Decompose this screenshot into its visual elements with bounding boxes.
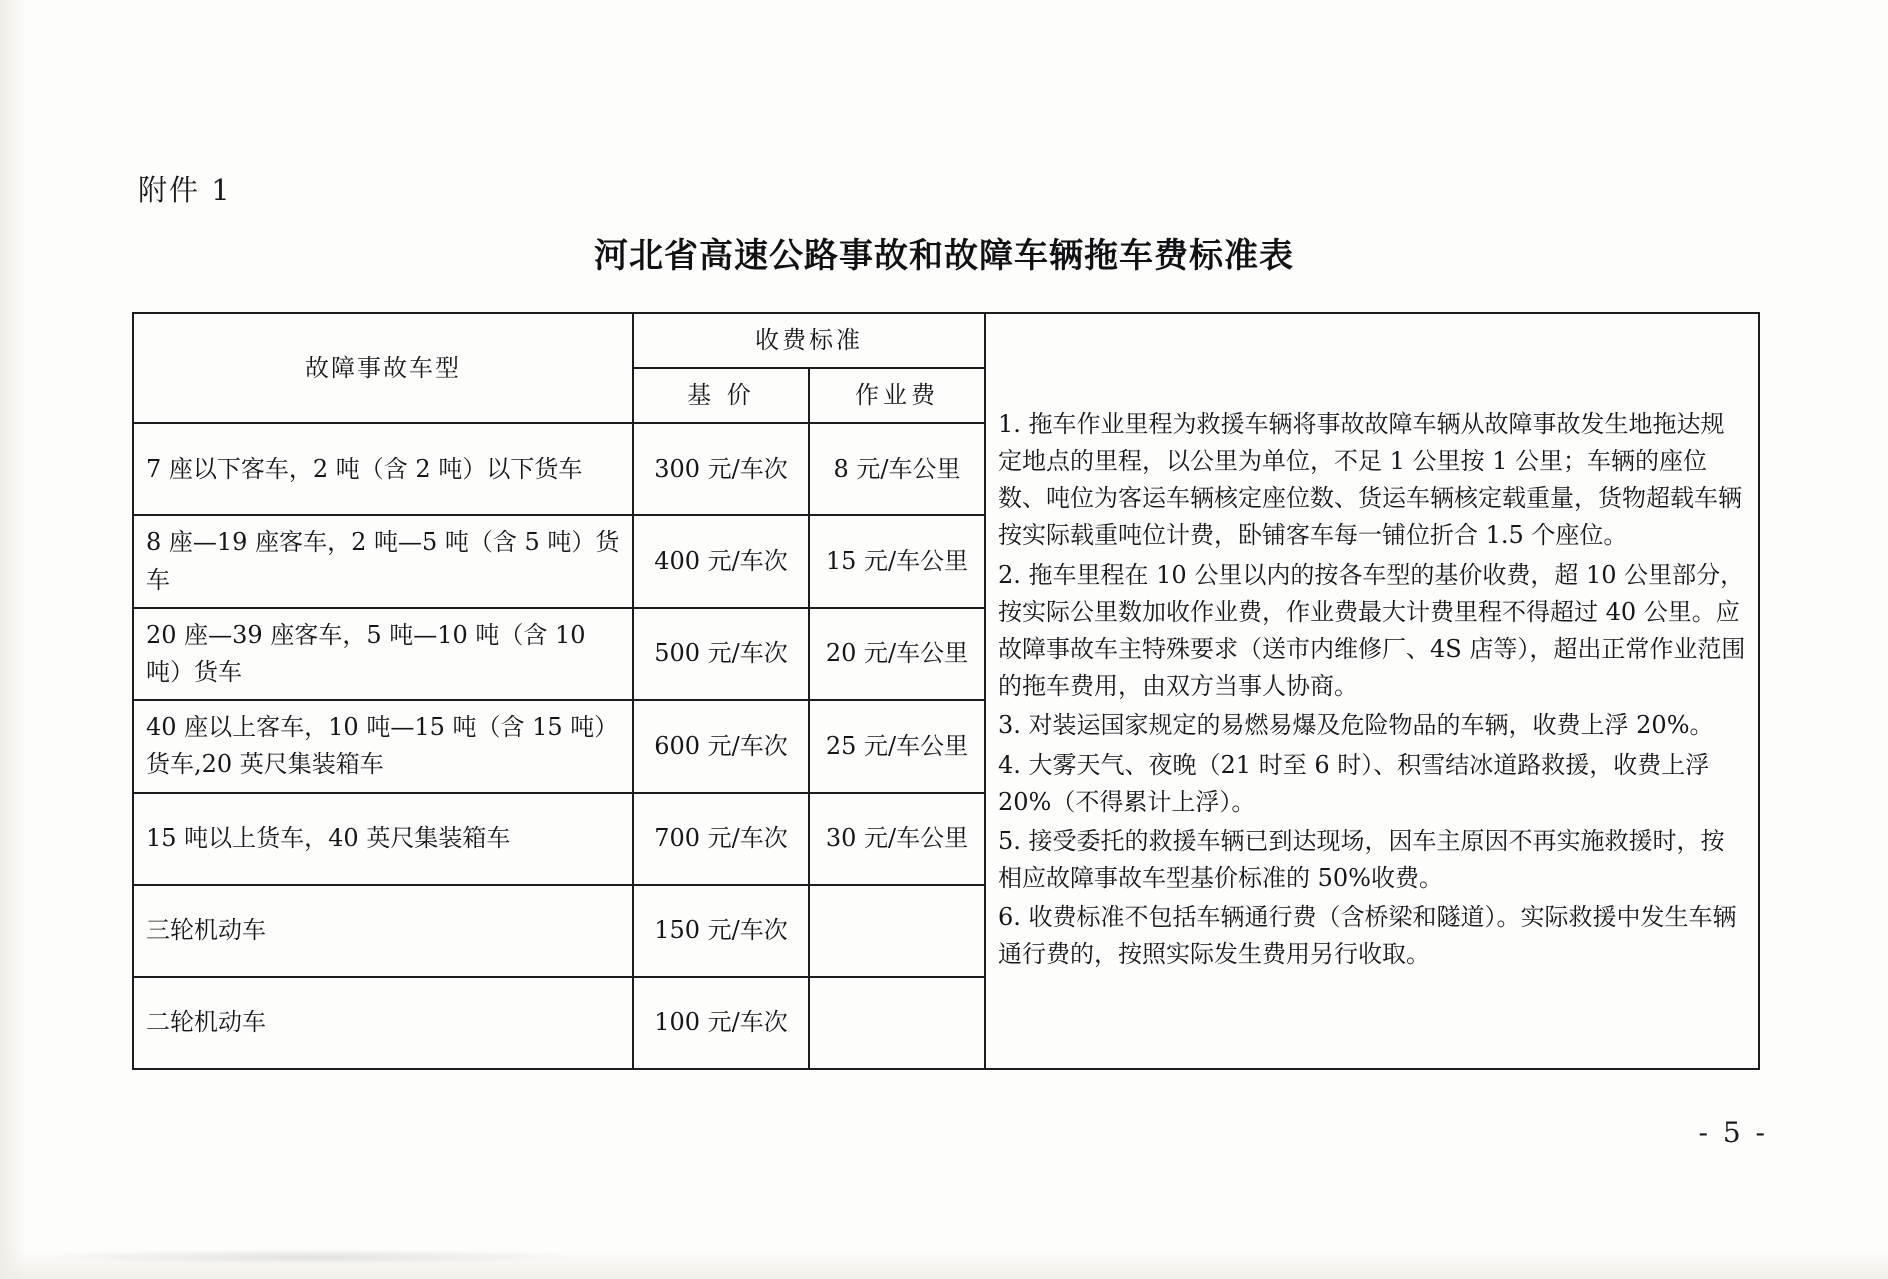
cell-vehicle-type: 二轮机动车: [133, 977, 633, 1069]
page-title: 河北省高速公路事故和故障车辆拖车费标准表: [594, 236, 1294, 276]
scan-smudge: [30, 1249, 590, 1265]
header-vehicle-type: 故障事故车型: [133, 313, 633, 423]
remark-line-6: 6. 收费标准不包括车辆通行费（含桥梁和隧道）。实际救援中发生车辆通行费的，按照实际发生费用另行收取。: [998, 903, 1737, 969]
table-header-row-1: [133, 313, 1759, 368]
cell-base-price: 150 元/车次: [633, 885, 809, 977]
cell-base-price: 300 元/车次: [633, 423, 809, 515]
cell-vehicle-type: 7 座以下客车，2 吨（含 2 吨）以下货车: [133, 423, 633, 515]
cell-operation-fee: 30 元/车公里: [809, 793, 985, 885]
remark-line-2: 2. 拖车里程在 10 公里以内的按各车型的基价收费，超 10 公里部分，按实际公里数加收作业费，作业费最大计费里程不得超过 40 公里。应故障事故车主特殊要求（送市内维修厂、4S 店等），超出正常作业范围的拖车费用，由双方当事人协商。: [998, 560, 1746, 701]
remark-line-5: 5. 接受委托的救援车辆已到达现场，因车主原因不再实施救援时，按相应故障事故车型基价标准的 50%收费。: [998, 826, 1725, 893]
remark-cell: [985, 313, 1759, 1069]
cell-operation-fee: 20 元/车公里: [809, 608, 985, 700]
remark-line-1: 1. 拖车作业里程为救援车辆将事故故障车辆从故障事故发生地拖达规定地点的里程，以公里为单位，不足 1 公里按 1 公里；车辆的座位数、吨位为客运车辆核定座位数、货运车辆核定载重量，货物超载车辆按实际载重吨位计费，卧铺客车每一铺位折合 1.5 个座位。: [998, 409, 1742, 550]
cell-operation-fee: 25 元/车公里: [809, 700, 985, 792]
attachment-label: 附件 1: [138, 173, 232, 207]
fee-table-container: [132, 312, 1758, 1070]
page-number: - 5 -: [1698, 1116, 1768, 1149]
cell-operation-fee: [809, 977, 985, 1069]
cell-base-price: 100 元/车次: [633, 977, 809, 1069]
cell-operation-fee: 15 元/车公里: [809, 515, 985, 607]
cell-vehicle-type: 15 吨以上货车，40 英尺集装箱车: [133, 793, 633, 885]
cell-vehicle-type: 40 座以上客车，10 吨—15 吨（含 15 吨）货车,20 英尺集装箱车: [133, 700, 633, 792]
cell-base-price: 500 元/车次: [633, 608, 809, 700]
cell-vehicle-type: 20 座—39 座客车，5 吨—10 吨（含 10 吨）货车: [133, 608, 633, 700]
cell-base-price: 600 元/车次: [633, 700, 809, 792]
header-operation-fee: 作业费: [809, 368, 985, 423]
cell-base-price: 400 元/车次: [633, 515, 809, 607]
fee-table: [132, 312, 1760, 1070]
cell-vehicle-type: 8 座—19 座客车，2 吨—5 吨（含 5 吨）货车: [133, 515, 633, 607]
header-base-price: 基 价: [633, 368, 809, 423]
cell-vehicle-type: 三轮机动车: [133, 885, 633, 977]
remark-line-3: 3. 对装运国家规定的易燃易爆及危险物品的车辆，收费上浮 20%。: [998, 711, 1714, 740]
cell-operation-fee: 8 元/车公里: [809, 423, 985, 515]
cell-base-price: 700 元/车次: [633, 793, 809, 885]
cell-operation-fee: [809, 885, 985, 977]
remark-line-4: 4. 大雾天气、夜晚（21 时至 6 时）、积雪结冰道路救援，收费上浮 20%（不得累计上浮）。: [998, 750, 1710, 816]
header-fee-standard: 收费标准: [633, 313, 985, 368]
scan-edge-left: [0, 0, 26, 1279]
